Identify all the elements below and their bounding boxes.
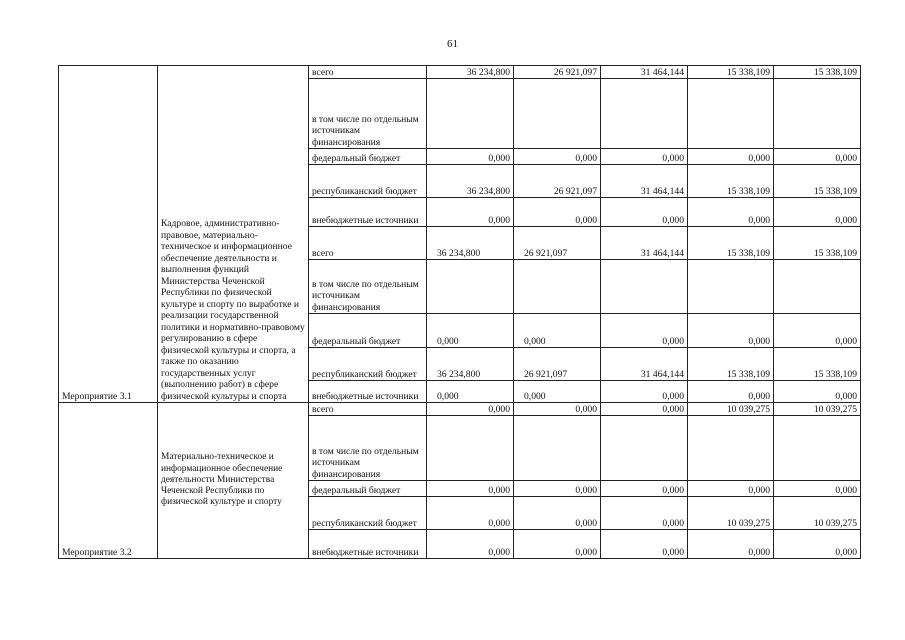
amount-cell: 0,000: [688, 530, 774, 559]
amount-cell: 15 338,109: [774, 66, 861, 79]
amount-cell: 0,000: [688, 149, 774, 165]
amount-cell: 0,000: [601, 530, 688, 559]
amount-cell: 0,000: [774, 314, 861, 348]
amount-cell: 0,000: [688, 381, 774, 403]
amount-cell: 0,000: [427, 530, 514, 559]
amount-cell: 15 338,109: [688, 66, 774, 79]
amount-cell: 0,000: [601, 198, 688, 227]
amount-cell: 0,000: [601, 497, 688, 530]
amount-cell: 0,000: [514, 481, 601, 497]
amount-cell: 0,000: [601, 381, 688, 403]
amount-cell: 0,000: [427, 497, 514, 530]
funding-source: внебюджетные источники: [309, 381, 427, 403]
amount-cell: 0,000: [514, 149, 601, 165]
amount-cell: 15 338,109: [688, 348, 774, 381]
amount-cell: 15 338,109: [774, 227, 861, 260]
amount-cell: 0,000: [427, 198, 514, 227]
funding-source: федеральный бюджет: [309, 149, 427, 165]
amount-cell: [688, 79, 774, 149]
amount-cell: 0,000: [427, 314, 514, 348]
amount-cell: 0,000: [688, 314, 774, 348]
amount-cell: 0,000: [514, 381, 601, 403]
amount-cell: 15 338,109: [688, 165, 774, 198]
amount-cell: 10 039,275: [688, 403, 774, 416]
event-description: Материально-техническое и информационное обеспечение деятельности Министерства Чеченской Республики по физической культуре и спорту: [158, 403, 309, 559]
amount-cell: 0,000: [514, 497, 601, 530]
amount-cell: 0,000: [514, 403, 601, 416]
amount-cell: 36 234,800: [427, 165, 514, 198]
amount-cell: [427, 416, 514, 481]
funding-source: республиканский бюджет: [309, 348, 427, 381]
amount-cell: [688, 260, 774, 314]
amount-cell: 15 338,109: [774, 348, 861, 381]
amount-cell: 0,000: [774, 381, 861, 403]
amount-cell: 15 338,109: [774, 165, 861, 198]
table-body: [59, 66, 861, 559]
event-label: Мероприятие 3.2: [59, 403, 158, 559]
amount-cell: 0,000: [514, 530, 601, 559]
amount-cell: 36 234,800: [427, 227, 514, 260]
amount-cell: 26 921,097: [514, 165, 601, 198]
amount-cell: [427, 260, 514, 314]
table-row: [59, 66, 861, 79]
amount-cell: 26 921,097: [514, 227, 601, 260]
amount-cell: 26 921,097: [514, 348, 601, 381]
amount-cell: 0,000: [774, 530, 861, 559]
amount-cell: 0,000: [774, 481, 861, 497]
table-row: [59, 403, 861, 416]
funding-source: внебюджетные источники: [309, 530, 427, 559]
amount-cell: 26 921,097: [514, 66, 601, 79]
amount-cell: [688, 416, 774, 481]
amount-cell: 31 464,144: [601, 227, 688, 260]
amount-cell: 0,000: [427, 403, 514, 416]
amount-cell: 31 464,144: [601, 348, 688, 381]
funding-source: республиканский бюджет: [309, 165, 427, 198]
amount-cell: 0,000: [427, 149, 514, 165]
amount-cell: 15 338,109: [688, 227, 774, 260]
amount-cell: 31 464,144: [601, 66, 688, 79]
amount-cell: 10 039,275: [688, 497, 774, 530]
funding-table: [58, 65, 861, 559]
amount-cell: 36 234,800: [427, 66, 514, 79]
funding-source: всего: [309, 403, 427, 416]
amount-cell: [601, 416, 688, 481]
event-label: Мероприятие 3.1: [59, 66, 158, 403]
funding-source: республиканский бюджет: [309, 497, 427, 530]
amount-cell: 0,000: [688, 481, 774, 497]
amount-cell: 31 464,144: [601, 165, 688, 198]
amount-cell: 0,000: [774, 149, 861, 165]
amount-cell: [601, 79, 688, 149]
amount-cell: [601, 260, 688, 314]
amount-cell: 0,000: [601, 481, 688, 497]
funding-source: всего: [309, 66, 427, 79]
funding-source: всего: [309, 227, 427, 260]
amount-cell: [514, 260, 601, 314]
event-description: Кадровое, административно-правовое, материально-техническое и информационное обеспечение деятельности и выполнения функций Министерства Чеченской Республики по физической культуре и спорту по выработке и реализации государственной политики и нормативно-правовому регулированию в сфере физической культуры и спорта, а также по оказанию государственных услуг (выполнению работ) в сфере физической культуры и спорта: [158, 66, 309, 403]
amount-cell: 0,000: [774, 198, 861, 227]
funding-source: в том числе по отдельным источникам финансирования: [309, 260, 427, 314]
amount-cell: 0,000: [688, 198, 774, 227]
amount-cell: [514, 416, 601, 481]
amount-cell: 0,000: [427, 481, 514, 497]
amount-cell: 0,000: [601, 149, 688, 165]
amount-cell: [774, 79, 861, 149]
funding-source: в том числе по отдельным источникам финансирования: [309, 416, 427, 481]
amount-cell: 0,000: [427, 381, 514, 403]
amount-cell: [514, 79, 601, 149]
funding-source: внебюджетные источники: [309, 198, 427, 227]
amount-cell: 36 234,800: [427, 348, 514, 381]
amount-cell: 0,000: [514, 314, 601, 348]
page-number: 61: [447, 38, 458, 50]
amount-cell: [774, 260, 861, 314]
funding-source: федеральный бюджет: [309, 314, 427, 348]
funding-source: федеральный бюджет: [309, 481, 427, 497]
amount-cell: 0,000: [601, 403, 688, 416]
amount-cell: [774, 416, 861, 481]
amount-cell: [427, 79, 514, 149]
amount-cell: 0,000: [601, 314, 688, 348]
amount-cell: 10 039,275: [774, 497, 861, 530]
amount-cell: 0,000: [514, 198, 601, 227]
funding-source: в том числе по отдельным источникам финансирования: [309, 79, 427, 149]
amount-cell: 10 039,275: [774, 403, 861, 416]
